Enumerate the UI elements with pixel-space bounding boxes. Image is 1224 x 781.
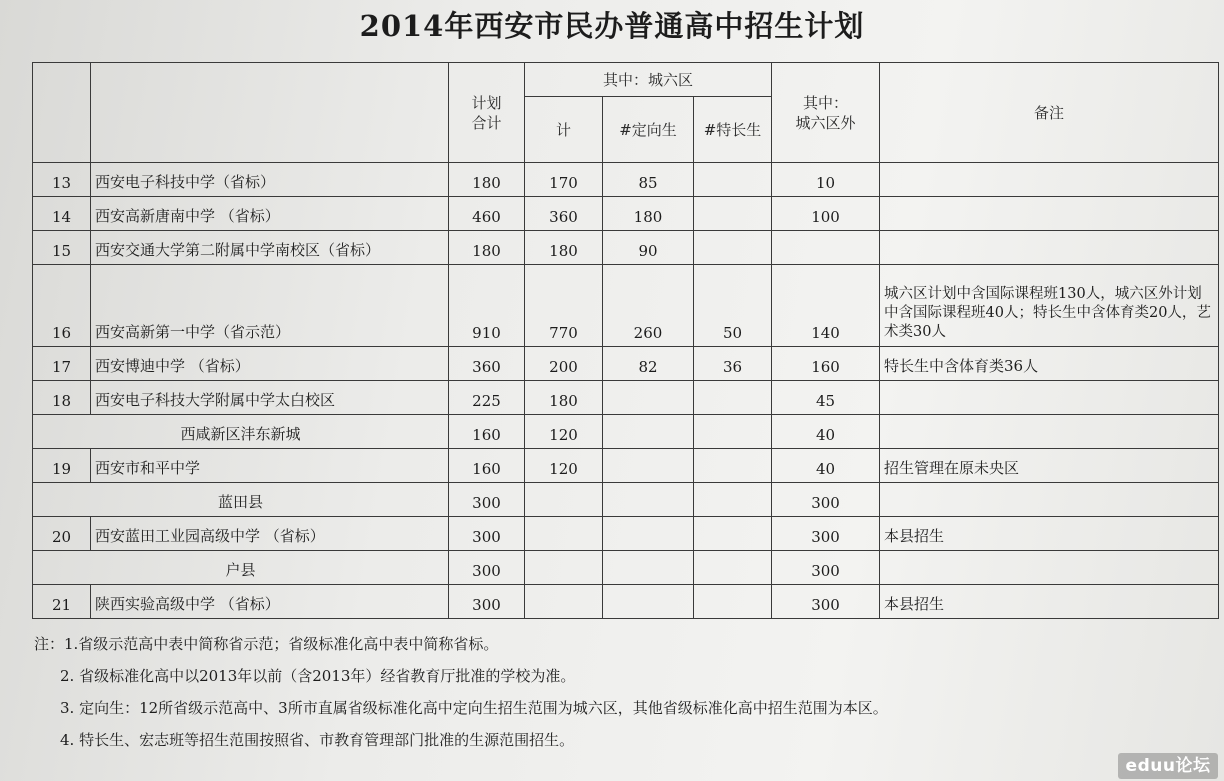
footnote: 4. 特长生、宏志班等招生范围按照省、市教育管理部门批准的生源范围招生。 <box>60 731 575 749</box>
row-number: 13 <box>33 163 91 197</box>
remark-cell <box>880 197 1219 231</box>
total-cell: 360 <box>449 347 525 381</box>
page-title: 2014年西安市民办普通高中招生计划 <box>359 9 865 43</box>
header-city-group: 其中：城六区 <box>525 63 772 97</box>
special-cell: 36 <box>694 347 772 381</box>
directed-cell: 90 <box>603 231 694 265</box>
remark-cell <box>880 231 1219 265</box>
city-cell: 120 <box>525 449 603 483</box>
table-row <box>33 163 1219 197</box>
footnotes <box>34 628 1214 756</box>
directed-cell <box>603 449 694 483</box>
total-cell: 160 <box>449 449 525 483</box>
header-remark: 备注 <box>880 63 1219 163</box>
footnote: 注：1.省级示范高中表中简称省示范；省级标准化高中表中简称省标。 <box>34 635 499 653</box>
table-row-group <box>33 415 1219 449</box>
outside-cell: 40 <box>772 449 880 483</box>
city-cell <box>525 585 603 619</box>
row-number: 20 <box>33 517 91 551</box>
table-row <box>33 347 1219 381</box>
outside-cell <box>772 231 880 265</box>
school-name: 西安交通大学第二附属中学南校区（省标） <box>91 231 449 265</box>
school-name: 西安蓝田工业园高级中学 （省标） <box>91 517 449 551</box>
remark-cell <box>880 551 1219 585</box>
table-row <box>33 381 1219 415</box>
district-group-label: 西咸新区沣东新城 <box>33 415 449 449</box>
row-number: 17 <box>33 347 91 381</box>
special-cell <box>694 483 772 517</box>
city-cell: 170 <box>525 163 603 197</box>
school-name: 西安高新第一中学（省示范） <box>91 265 449 347</box>
special-cell <box>694 585 772 619</box>
directed-cell: 85 <box>603 163 694 197</box>
special-cell <box>694 415 772 449</box>
row-number: 19 <box>33 449 91 483</box>
table-row-group <box>33 551 1219 585</box>
city-cell <box>525 551 603 585</box>
city-cell: 120 <box>525 415 603 449</box>
total-cell: 300 <box>449 517 525 551</box>
directed-cell: 82 <box>603 347 694 381</box>
row-number: 16 <box>33 265 91 347</box>
directed-cell <box>603 381 694 415</box>
special-cell <box>694 231 772 265</box>
directed-cell <box>603 415 694 449</box>
remark-cell: 特长生中含体育类36人 <box>880 347 1219 381</box>
directed-cell <box>603 483 694 517</box>
directed-cell <box>603 517 694 551</box>
outside-cell: 300 <box>772 517 880 551</box>
total-cell: 460 <box>449 197 525 231</box>
total-cell: 180 <box>449 163 525 197</box>
row-number: 18 <box>33 381 91 415</box>
special-cell <box>694 381 772 415</box>
total-cell: 300 <box>449 483 525 517</box>
total-cell: 300 <box>449 551 525 585</box>
row-number: 15 <box>33 231 91 265</box>
header-city-directed: #定向生 <box>603 97 694 163</box>
remark-cell: 本县招生 <box>880 517 1219 551</box>
directed-cell <box>603 585 694 619</box>
total-cell: 225 <box>449 381 525 415</box>
remark-cell <box>880 163 1219 197</box>
row-number: 21 <box>33 585 91 619</box>
table-row <box>33 265 1219 347</box>
special-cell: 50 <box>694 265 772 347</box>
city-cell: 770 <box>525 265 603 347</box>
table-row <box>33 517 1219 551</box>
header-outside: 其中： 城六区外 <box>772 63 880 163</box>
header-city-total: 计 <box>525 97 603 163</box>
district-group-label: 蓝田县 <box>33 483 449 517</box>
school-name: 西安博迪中学 （省标） <box>91 347 449 381</box>
special-cell <box>694 449 772 483</box>
city-cell: 180 <box>525 381 603 415</box>
special-cell <box>694 197 772 231</box>
outside-cell: 45 <box>772 381 880 415</box>
table-row <box>33 585 1219 619</box>
outside-cell: 300 <box>772 483 880 517</box>
remark-cell <box>880 415 1219 449</box>
city-cell: 180 <box>525 231 603 265</box>
header-total: 计划 合计 <box>449 63 525 163</box>
city-cell: 360 <box>525 197 603 231</box>
outside-cell: 40 <box>772 415 880 449</box>
city-cell <box>525 517 603 551</box>
special-cell <box>694 551 772 585</box>
table-row <box>33 231 1219 265</box>
outside-cell: 10 <box>772 163 880 197</box>
header-city-special: #特长生 <box>694 97 772 163</box>
outside-cell: 300 <box>772 585 880 619</box>
remark-cell <box>880 381 1219 415</box>
school-name: 西安高新唐南中学 （省标） <box>91 197 449 231</box>
directed-cell: 260 <box>603 265 694 347</box>
table-row <box>33 449 1219 483</box>
site-watermark: eduu论坛 <box>1118 753 1218 779</box>
outside-cell: 140 <box>772 265 880 347</box>
remark-cell <box>880 483 1219 517</box>
district-group-label: 户县 <box>33 551 449 585</box>
row-number: 14 <box>33 197 91 231</box>
total-cell: 300 <box>449 585 525 619</box>
city-cell <box>525 483 603 517</box>
footnote: 3. 定向生：12所省级示范高中、3所市直属省级标准化高中定向生招生范围为城六区，其他省级标准化高中招生范围为本区。 <box>60 699 888 717</box>
directed-cell <box>603 551 694 585</box>
header-school <box>91 63 449 163</box>
remark-cell: 招生管理在原未央区 <box>880 449 1219 483</box>
enrollment-plan-table <box>32 62 1219 619</box>
total-cell: 910 <box>449 265 525 347</box>
city-cell: 200 <box>525 347 603 381</box>
school-name: 西安电子科技中学（省标） <box>91 163 449 197</box>
outside-cell: 100 <box>772 197 880 231</box>
school-name: 陕西实验高级中学 （省标） <box>91 585 449 619</box>
outside-cell: 300 <box>772 551 880 585</box>
remark-cell: 城六区计划中含国际课程班130人，城六区外计划中含国际课程班40人；特长生中含体育类20人，艺术类30人 <box>880 265 1219 347</box>
total-cell: 160 <box>449 415 525 449</box>
special-cell <box>694 517 772 551</box>
school-name: 西安电子科技大学附属中学太白校区 <box>91 381 449 415</box>
remark-cell: 本县招生 <box>880 585 1219 619</box>
header-number <box>33 63 91 163</box>
footnote: 2. 省级标准化高中以2013年以前（含2013年）经省教育厅批准的学校为准。 <box>60 667 576 685</box>
special-cell <box>694 163 772 197</box>
total-cell: 180 <box>449 231 525 265</box>
outside-cell: 160 <box>772 347 880 381</box>
school-name: 西安市和平中学 <box>91 449 449 483</box>
table-row-group <box>33 483 1219 517</box>
table-row <box>33 197 1219 231</box>
directed-cell: 180 <box>603 197 694 231</box>
